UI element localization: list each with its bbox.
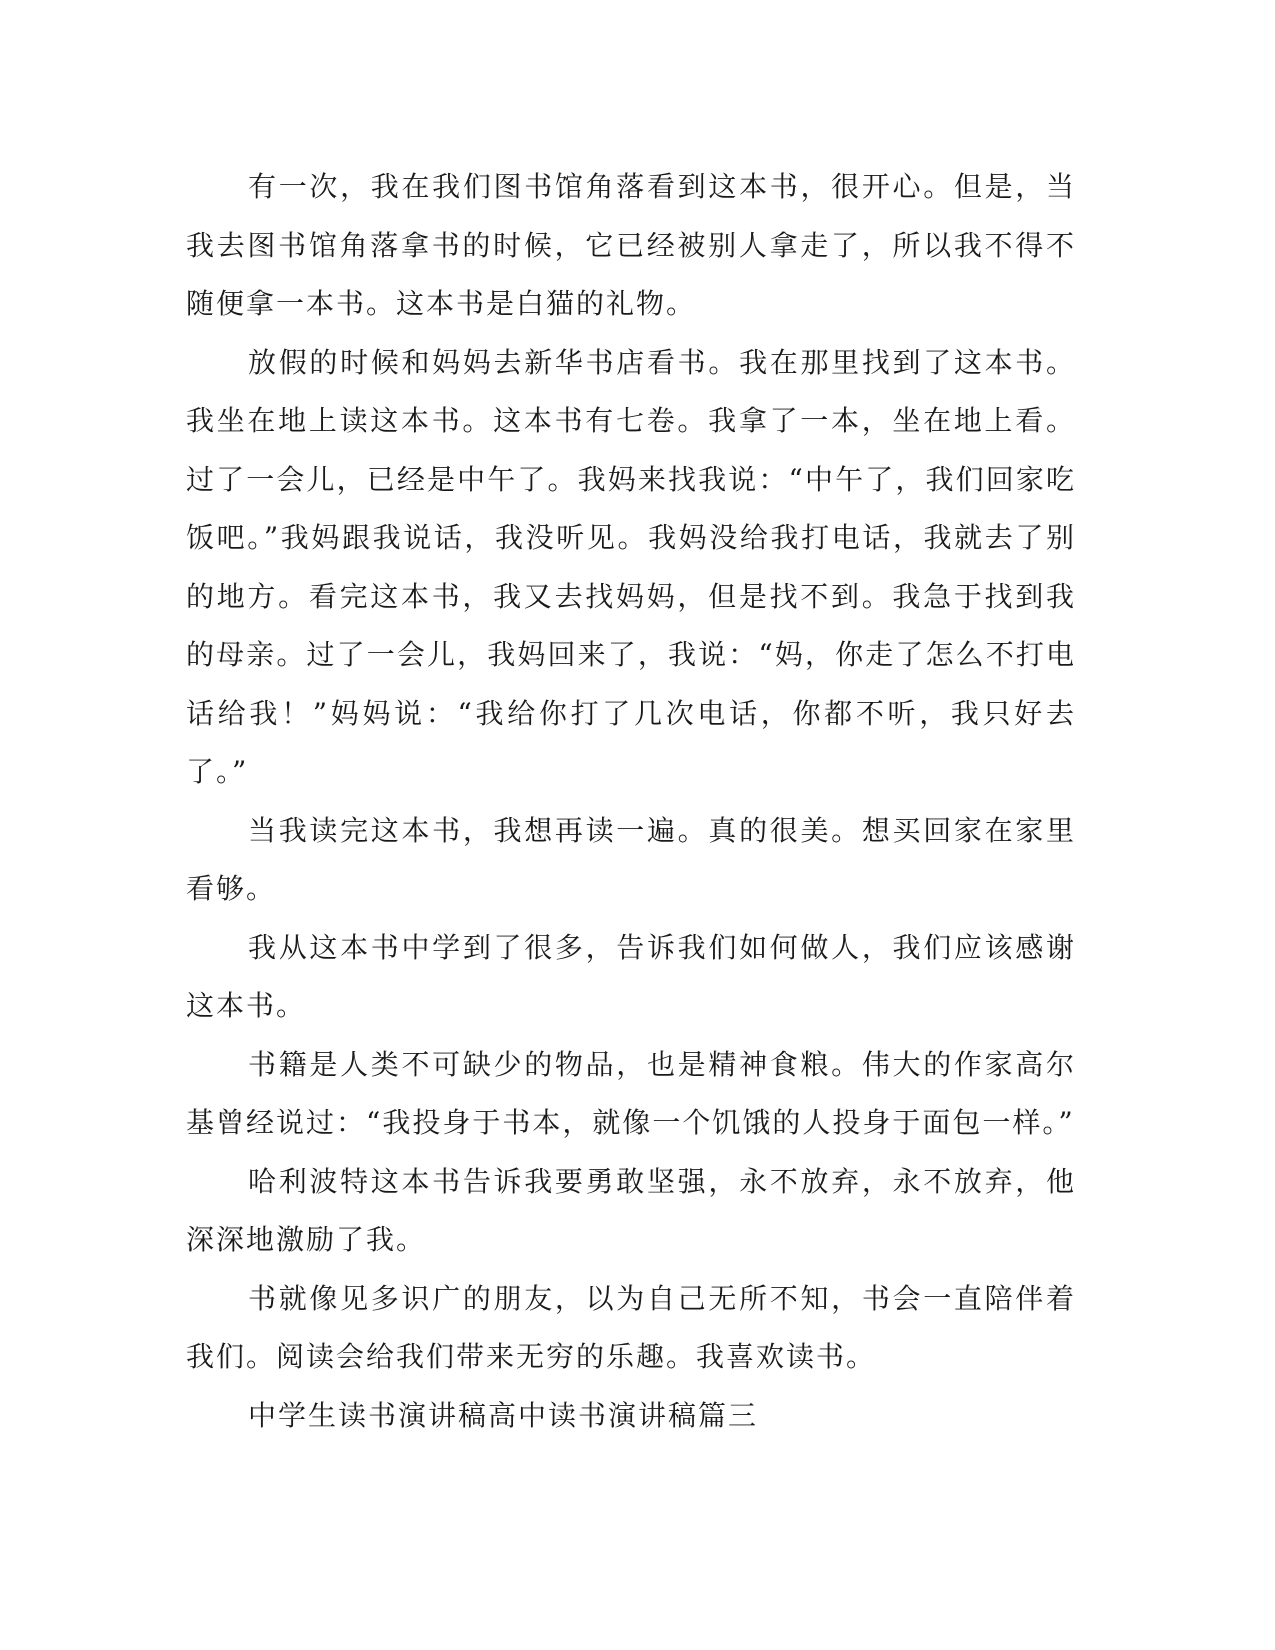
paragraph: 书就像见多识广的朋友，以为自己无所不知，书会一直陪伴着我们。阅读会给我们带来无穷的乐趣。我喜欢读书。 [186,1281,1076,1373]
paragraph: 放假的时候和妈妈去新华书店看书。我在那里找到了这本书。我坐在地上读这本书。这本书有七卷。我拿了一本，坐在地上看。过了一会儿，已经是中午了。我妈来找我说：“中午了，我们回家吃饭吧。”我妈跟我说话，我没听见。我妈没给我打电话，我就去了别的地方。看完这本书，我又去找妈妈，但是找不到。我急于找到我的母亲。过了一会儿，我妈回来了，我说：“妈，你走了怎么不打电话给我！”妈妈说：“我给你打了几次电话，你都不听，我只好去了。” [186,345,1076,788]
document-body [186,158,1076,1445]
paragraph: 有一次，我在我们图书馆角落看到这本书，很开心。但是，当我去图书馆角落拿书的时候，它已经被别人拿走了，所以我不得不随便拿一本书。这本书是白猫的礼物。 [186,170,1076,320]
paragraph: 当我读完这本书，我想再读一遍。真的很美。想买回家在家里看够。 [186,813,1076,905]
paragraph: 哈利波特这本书告诉我要勇敢坚强，永不放弃，永不放弃，他深深地激励了我。 [186,1164,1076,1256]
paragraph: 我从这本书中学到了很多，告诉我们如何做人，我们应该感谢这本书。 [186,930,1076,1022]
paragraph: 书籍是人类不可缺少的物品，也是精神食粮。伟大的作家高尔基曾经说过：“我投身于书本，就像一个饥饿的人投身于面包一样。” [186,1047,1076,1139]
section-heading: 中学生读书演讲稿高中读书演讲稿篇三 [248,1398,759,1432]
